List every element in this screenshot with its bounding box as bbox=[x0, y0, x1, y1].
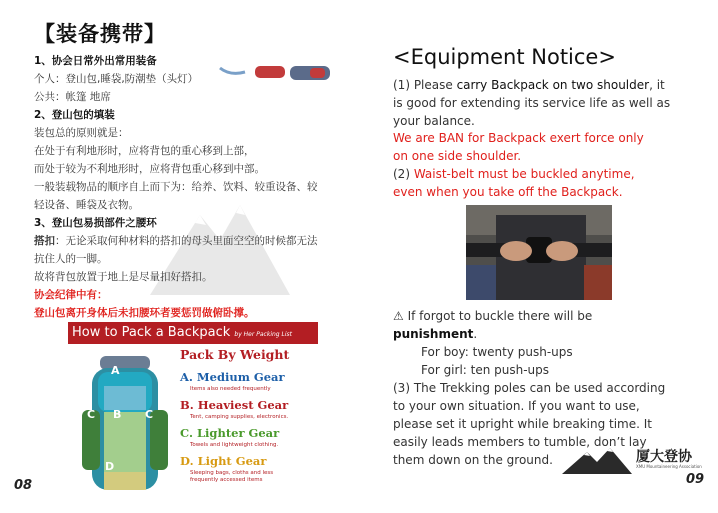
paragraph-line: is good for extending its service life as well as bbox=[393, 96, 671, 110]
text-span: . bbox=[473, 327, 478, 341]
text-span: (2) bbox=[393, 167, 414, 181]
warning-icon: ⚠ bbox=[393, 309, 404, 323]
paragraph-line bbox=[393, 325, 477, 343]
page-number-right: 09 bbox=[686, 472, 705, 487]
paragraph-line: 而处于较为不利地形时，应将背包重心移到中部。 bbox=[34, 163, 265, 175]
section-heading-2: 2、登山包的填装 bbox=[34, 109, 115, 121]
page-number-left: 08 bbox=[14, 478, 33, 493]
infographic-header bbox=[68, 322, 318, 344]
paragraph-line: 装包总的原则就是： bbox=[34, 127, 129, 139]
personal-gear-text: 个人：登山包,睡袋,防潮垫（头灯） bbox=[34, 73, 199, 85]
paragraph-line: 轻设备、睡袋及衣物。 bbox=[34, 199, 139, 211]
paragraph-line: 在处于有利地形时，应将背包的重心移到上部， bbox=[34, 145, 255, 157]
gear-title-d: D. Light Gear bbox=[180, 454, 267, 468]
gear-desc-d: Sleeping bags, cloths and less bbox=[190, 470, 274, 476]
backpack-thumbnail-icon bbox=[215, 66, 335, 86]
section-heading-3: 3、登山包易损部件之腰环 bbox=[34, 217, 157, 229]
logo-text: 厦大登协 bbox=[636, 449, 692, 465]
paragraph-line: your balance. bbox=[393, 114, 475, 128]
pack-letter-a: A bbox=[111, 364, 120, 377]
gear-title-b: B. Heaviest Gear bbox=[180, 398, 289, 412]
ban-notice-line: We are BAN for Backpack exert force only bbox=[393, 131, 644, 145]
waist-belt-notice-line: even when you take off the Backpack. bbox=[393, 185, 623, 199]
section-heading-1: 1、协会日常外出常用装备 bbox=[34, 55, 157, 67]
paragraph-line bbox=[393, 165, 635, 183]
gear-title-a: A. Medium Gear bbox=[180, 370, 285, 384]
punishment-text: punishment bbox=[393, 327, 474, 341]
pack-letter-c-left: C bbox=[87, 408, 96, 421]
paragraph-line: 故将背包放置于地上是尽量扣好搭扣。 bbox=[34, 271, 213, 283]
text-span: If forgot to buckle there will be bbox=[403, 309, 593, 323]
warning-line bbox=[393, 307, 592, 325]
paragraph-line: easily leads members to tumble, don’t lay bbox=[393, 435, 647, 449]
ban-notice-line: on one side shoulder. bbox=[393, 149, 522, 163]
pack-letter-b: B bbox=[113, 408, 122, 421]
paragraph-line: (3) The Trekking poles can be used according bbox=[393, 381, 666, 395]
waist-belt-photo-icon bbox=[466, 205, 612, 300]
buckle-term: 搭扣 bbox=[34, 235, 55, 247]
public-gear-text: 公共：帐篷 地席 bbox=[34, 91, 111, 103]
infographic-header-by: by Her Packing List bbox=[234, 331, 292, 338]
pack-letter-c-right: C bbox=[145, 408, 154, 421]
infographic-header-title: How to Pack a Backpack bbox=[72, 325, 231, 340]
gear-desc-c: Towels and lightweight clothing. bbox=[190, 442, 279, 448]
logo-subtext: XMU Mountaineering Association bbox=[636, 464, 702, 469]
buckle-text: ：无论采取何种材料的搭扣的母头里面空空的时候都无法 bbox=[55, 235, 318, 247]
waist-belt-photo bbox=[466, 205, 612, 300]
infographic-subtitle: Pack By Weight bbox=[180, 347, 290, 362]
page-title-left: 【装备携带】 bbox=[34, 22, 166, 46]
mountain-watermark-icon bbox=[150, 185, 290, 315]
pack-by-weight-infographic bbox=[68, 322, 318, 492]
backpack-icon bbox=[78, 350, 173, 492]
gear-title-c: C. Lighter Gear bbox=[180, 426, 280, 440]
paragraph-line bbox=[393, 76, 665, 94]
paragraph-line: please set it upright while breaking time. It bbox=[393, 417, 652, 431]
paragraph-line: 一般装载物品的顺序自上而下为：给养、饮料、较重设备、较 bbox=[34, 181, 318, 193]
paragraph-line: them down on the ground. bbox=[393, 453, 553, 467]
mountain-logo-icon bbox=[562, 446, 632, 476]
gear-desc-b: Tent, camping supplies, electronics. bbox=[190, 414, 289, 420]
girl-punishment: For girl: ten push-ups bbox=[421, 363, 550, 377]
waist-belt-notice: Waist-belt must be buckled anytime, bbox=[413, 167, 635, 181]
rule-title: 协会纪律中有： bbox=[34, 289, 108, 301]
text-span: , it bbox=[649, 78, 665, 92]
rule-text: 登山包离开身体后未扣腰环者要惩罚做俯卧撑。 bbox=[34, 307, 255, 319]
page-title-right: <Equipment Notice> bbox=[393, 45, 616, 69]
pack-letter-d: D bbox=[105, 460, 115, 473]
text-span: (1) Please bbox=[393, 78, 457, 92]
gear-desc-d2: frequently accessed items bbox=[190, 477, 263, 483]
emphasis-text: carry Backpack on two shoulder bbox=[456, 78, 650, 92]
gear-desc-a: Items also needed frequently bbox=[190, 386, 271, 392]
paragraph-line: 抗住人的一脚。 bbox=[34, 253, 108, 265]
boy-punishment: For boy: twenty push-ups bbox=[421, 345, 573, 359]
paragraph-line bbox=[34, 232, 318, 250]
paragraph-line: to your own situation. If you want to use, bbox=[393, 399, 640, 413]
